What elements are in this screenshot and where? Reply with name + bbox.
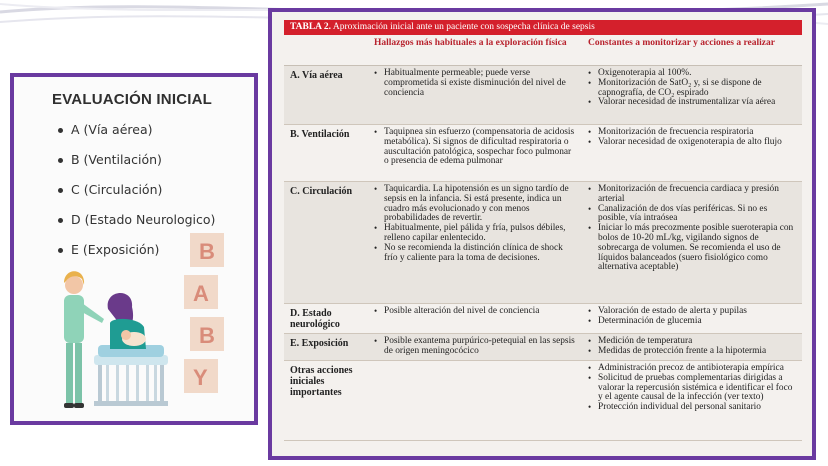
list-item: E (Exposición) [58, 241, 215, 271]
table-row [284, 125, 802, 182]
table-row [284, 334, 802, 361]
column-header-actions: Constantes a monitorizar y acciones a realizar [588, 38, 775, 48]
list-item: • Monitorización de frecuencia respiratoria [588, 128, 798, 138]
list-item: • Taquicardia. La hipotensión es un signo tardío de sepsis en la infancia. Si está presente, indica un cuadro más evolucionado y con menos probabilidades de revertir. [374, 185, 576, 224]
list-item: • Solicitud de pruebas complementarias dirigidas a valorar la repercusión sistémica e identificar el foco y el agente causal de la infección (ver texto) [588, 374, 798, 403]
sepsis-table [284, 20, 802, 441]
list-item: • Oxigenoterapia al 100%. [588, 69, 798, 79]
list-item: • Monitorización de SatO₂ y, si se dispone de capnografía, de CO₂ espirado [588, 79, 798, 99]
findings-cell [368, 304, 582, 333]
list-item: • Habitualmente, piel pálida y fría, pulsos débiles, relleno capilar enlentecido. [374, 224, 576, 244]
list-item: • Determinación de glucemia [588, 317, 798, 327]
list-item: • Administración precoz de antibioterapia empírica [588, 364, 798, 374]
bullet-icon [58, 128, 63, 133]
row-label: D. Estado neurológico [290, 308, 340, 330]
table-row [284, 361, 802, 441]
list-item: • Protección individual del personal sanitario [588, 403, 798, 413]
crib-icon [94, 345, 168, 406]
list-item: • Taquipnea sin esfuerzo (compensatoria de acidosis metabólica). Si signos de dificultad respiratoria o auscultación patológica, sospechar foco pulmonar o presencia de edema pulmonar [374, 128, 576, 167]
list-item: • Posible exantema purpúrico-petequial en las sepsis de origen meningocócico [374, 337, 576, 357]
list-item: B (Ventilación) [58, 151, 215, 181]
initial-evaluation-card [10, 73, 258, 425]
row-label: A. Vía aérea [290, 70, 343, 81]
list-item: • Valorar necesidad de instrumentalizar vía aérea [588, 98, 798, 108]
findings-cell [368, 182, 582, 303]
list-item: • Monitorización de frecuencia cardiaca y presión arterial [588, 185, 798, 205]
list-item: • Medición de temperatura [588, 337, 798, 347]
actions-cell [582, 334, 802, 360]
list-item: • No se recomienda la distinción clínica de shock frío y caliente para la toma de decisiones. [374, 244, 576, 264]
actions-cell [582, 304, 802, 333]
mother-figure [108, 293, 146, 349]
list-item: • Canalización de dos vías periféricas. Si no es posible, vía intraósea [588, 205, 798, 225]
list-item: • Valoración de estado de alerta y pupilas [588, 307, 798, 317]
list-item: • Habitualmente permeable; puede verse comprometida si existe disminución del nivel de conciencia [374, 69, 576, 98]
list-item: A (Vía aérea) [58, 121, 215, 151]
actions-cell [582, 182, 802, 303]
bullet-icon [58, 188, 63, 193]
table-row [284, 304, 802, 334]
table-title: TABLA 2. Aproximación inicial ante un paciente con sospecha clínica de sepsis [284, 20, 802, 35]
row-label: E. Exposición [290, 338, 349, 349]
bullet-icon [58, 158, 63, 163]
list-item: • Posible alteración del nivel de conciencia [374, 307, 576, 317]
findings-cell [368, 125, 582, 181]
baby-blocks [184, 233, 224, 393]
findings-cell [368, 334, 582, 360]
table-body [284, 66, 802, 441]
row-label: C. Circulación [290, 186, 353, 197]
row-label: B. Ventilación [290, 129, 350, 140]
table-row [284, 66, 802, 125]
list-item: • Medidas de protección frente a la hipotermia [588, 347, 798, 357]
list-item: C (Circulación) [58, 181, 215, 211]
list-item: • Iniciar lo más precozmente posible sueroterapia con bolos de 10-20 mL/kg, vigilando signos de sobrecarga de volumen. Se recomienda el uso de líquidos balanceados (suero fisiológico como alternativa aceptable) [588, 224, 798, 273]
svg-text:A: A [193, 281, 209, 306]
list-item: • Valorar necesidad de oxigenoterapia de alto flujo [588, 138, 798, 148]
row-label: Otras acciones iniciales importantes [290, 365, 353, 398]
actions-cell [582, 125, 802, 181]
initial-evaluation-title: EVALUACIÓN INICIAL [52, 91, 212, 108]
table-row [284, 182, 802, 304]
findings-cell [368, 361, 582, 440]
actions-cell [582, 66, 802, 124]
svg-text:B: B [199, 323, 215, 348]
nurse-mother-baby-illustration [42, 227, 242, 423]
svg-text:Y: Y [193, 365, 208, 390]
list-item: D (Estado Neurologico) [58, 211, 215, 241]
column-header-findings: Hallazgos más habituales a la exploración física [374, 38, 567, 48]
actions-cell [582, 361, 802, 440]
findings-cell [368, 66, 582, 124]
table-header [284, 35, 802, 66]
sepsis-table-card [268, 8, 816, 460]
bullet-icon [58, 218, 63, 223]
svg-text:B: B [199, 239, 215, 264]
